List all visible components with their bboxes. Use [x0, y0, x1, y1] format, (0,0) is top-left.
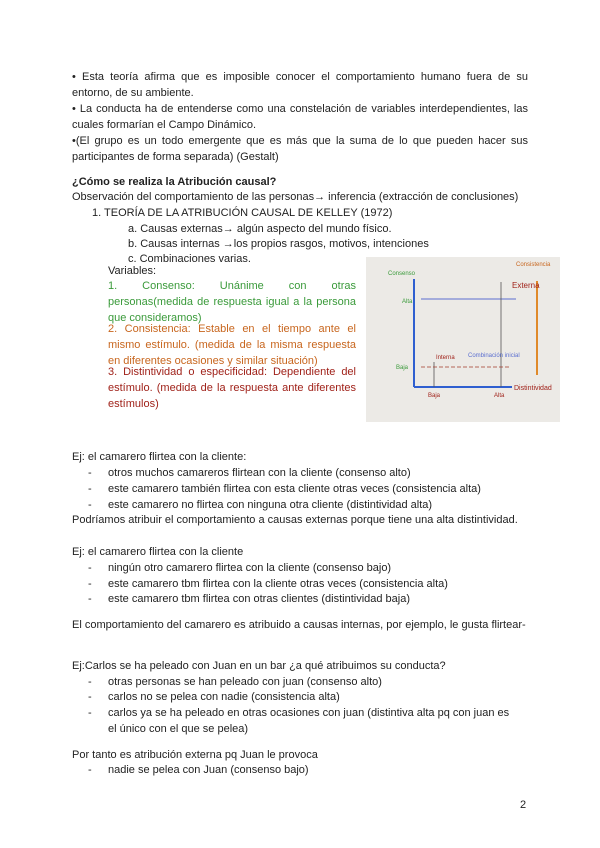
- page-number: 2: [520, 799, 527, 811]
- diagram-label-consistencia: Consistencia: [516, 262, 551, 268]
- list-item: - este camarero también flirtea con esta cliente otras veces (consistencia alta): [88, 483, 481, 495]
- diagram-label-baja: Baja: [396, 365, 409, 371]
- diagram-label-alta-x: Alta: [494, 393, 505, 399]
- cause-a: a. Causas externas→ algún aspecto del mundo físico.: [128, 223, 392, 235]
- intro-paragraph-3: •(El grupo es un todo emergente que es más que la suma de lo que pueden hacer sus participantes de forma separada) (Gestalt): [72, 135, 528, 163]
- variables-label: Variables:: [108, 265, 157, 277]
- diagram-label-externa: Externa: [512, 281, 540, 290]
- section-heading: ¿Cómo se realiza la Atribución causal?: [72, 176, 277, 188]
- variable-consenso: 1. Consenso: Unánime con otras personas(medida de respuesta igual a la persona que consideramos): [108, 280, 356, 324]
- example-2-title: Ej: el camarero flirtea con la cliente: [72, 546, 244, 558]
- example-1-title: Ej: el camarero flirtea con la cliente:: [72, 451, 247, 463]
- diagram-label-interna: Interna: [436, 355, 455, 361]
- list-item: - este camarero tbm flirtea con la cliente otras veces (consistencia alta): [88, 578, 448, 590]
- list-item: - otros muchos camareros flirtean con la cliente (consenso alto): [88, 467, 411, 479]
- list-item: - carlos no se pelea con nadie (consistencia alta): [88, 691, 340, 703]
- cause-b: b. Causas internas →los propios rasgos, motivos, intenciones: [128, 238, 429, 250]
- intro-paragraph-2: • La conducta ha de entenderse como una constelación de variables interdependientes, las cuales formarían el Campo Dinámico.: [72, 103, 528, 131]
- example-1-conclusion: Podríamos atribuir el comportamiento a causas externas porque tiene una alta distintividad.: [72, 514, 518, 526]
- list-item: - ningún otro camarero flirtea con la cliente (consenso bajo): [88, 562, 392, 574]
- list-item: - carlos ya se ha peleado en otras ocasiones con juan (distintiva alta pq con juan es el único con el que se pelea): [88, 707, 510, 735]
- list-item: - este camarero tbm flirtea con otras clientes (distintividad baja): [88, 593, 411, 605]
- example-4-title: Por tanto es atribución externa pq Juan le provoca: [72, 749, 318, 761]
- variable-distintividad: 3. Distintividad o especificidad: Dependiente del estímulo. (medida de la respuesta ante diferentes estímulos): [108, 366, 356, 410]
- diagram-label-distintividad: Distintividad: [514, 385, 552, 392]
- list-item: - este camarero no flirtea con ninguna otra cliente (distintividad alta): [88, 499, 433, 511]
- cause-c: c. Combinaciones varias.: [128, 253, 251, 265]
- list-item: - otras personas se han peleado con juan (consenso alto): [88, 676, 382, 688]
- variable-consistencia: 2. Consistencia: Estable en el tiempo ante el mismo estímulo. (medida de la misma respuesta en diferentes ocasiones y similar situación): [108, 323, 356, 367]
- diagram-label-alta: Alta: [402, 299, 413, 305]
- theory-title: 1. TEORÍA DE LA ATRIBUCIÓN CAUSAL DE KELLEY (1972): [92, 207, 393, 219]
- example-3-title: Ej:Carlos se ha peleado con Juan en un bar ¿a qué atribuimos su conducta?: [72, 660, 446, 672]
- list-item: - nadie se pelea con Juan (consenso bajo): [88, 764, 309, 776]
- intro-paragraph-1: • Esta teoría afirma que es imposible conocer el comportamiento humano fuera de su entorno, de su ambiente.: [72, 71, 528, 99]
- kelley-diagram-photo: [366, 257, 560, 422]
- diagram-label-baja-x: Baja: [428, 393, 441, 399]
- example-2-conclusion: El comportamiento del camarero es atribuido a causas internas, por ejemplo, le gusta flirtear-: [72, 619, 526, 631]
- diagram-label-consenso: Consenso: [388, 271, 416, 277]
- observation-text: Observación del comportamiento de las personas→ inferencia (extracción de conclusiones): [72, 191, 519, 203]
- diagram-label-combinacion: Combinación inicial: [468, 353, 520, 359]
